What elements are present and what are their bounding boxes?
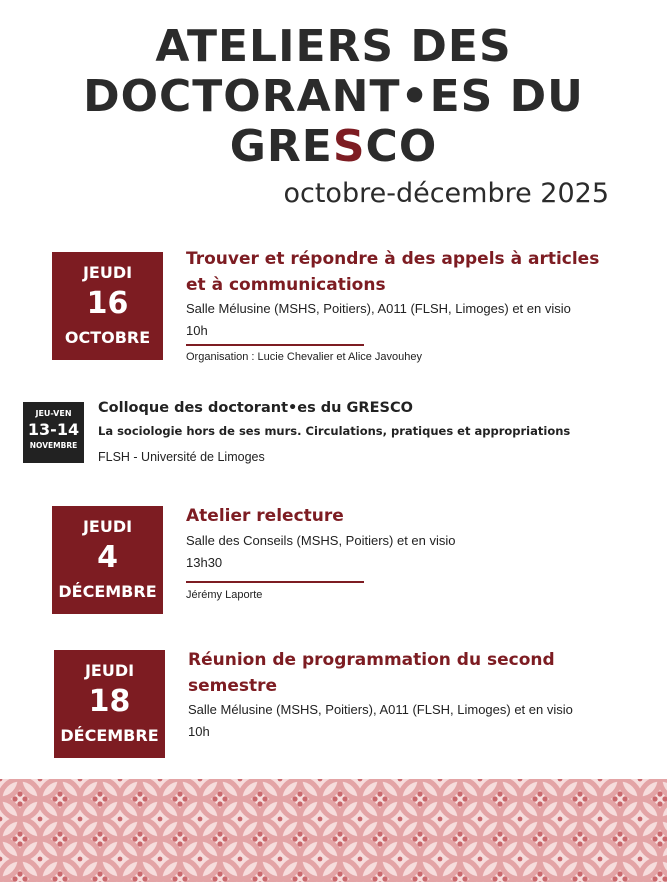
event-1-organizer: Organisation : Lucie Chevalier et Alice Javouhey	[186, 351, 423, 363]
event-title-line: et à communications	[186, 275, 386, 295]
date-month: OCTOBRE	[64, 328, 151, 347]
title-gre: GRE	[229, 121, 333, 172]
event-2-divider	[186, 581, 364, 583]
date-number: 18	[88, 684, 131, 719]
event-3-title	[188, 647, 555, 699]
event-1-location: Salle Mélusine (MSHS, Poitiers), A011 (FLSH, Limoges) et en visio	[186, 301, 571, 316]
date-box-event-2	[52, 506, 163, 614]
event-1-time: 10h	[186, 323, 208, 338]
date-day: JEU-VEN	[35, 409, 72, 418]
event-title-line: semestre	[188, 676, 278, 696]
title-co: CO	[365, 121, 438, 172]
colloque-subtitle: La sociologie hors de ses murs. Circulations, pratiques et appropriations	[98, 424, 571, 438]
date-day: JEUDI	[84, 661, 135, 680]
event-title-line: Réunion de programmation du second	[188, 650, 555, 670]
date-number: 4	[97, 540, 118, 575]
date-day: JEUDI	[82, 263, 133, 282]
event-title-line: Atelier relecture	[186, 506, 344, 526]
date-month: DÉCEMBRE	[60, 726, 159, 745]
date-number: 13-14	[27, 420, 80, 439]
colloque-title: Colloque des doctorant•es du GRESCO	[98, 400, 413, 416]
title-line-2: DOCTORANT•ES DU	[83, 71, 584, 122]
date-box-event-3	[54, 650, 165, 758]
date-box-colloque	[23, 402, 84, 463]
title-line-3	[0, 122, 667, 172]
event-title-line: Trouver et répondre à des appels à articles	[186, 249, 600, 269]
event-2-title	[186, 503, 344, 529]
event-1-divider	[186, 344, 364, 346]
date-month: NOVEMBRE	[29, 441, 78, 450]
colloque-place: FLSH - Université de Limoges	[98, 450, 265, 464]
event-1-title	[186, 246, 599, 298]
event-2-organizer: Jérémy Laporte	[186, 589, 263, 601]
title-accent-s: S	[332, 121, 366, 172]
page-subtitle: octobre-décembre 2025	[283, 178, 609, 209]
event-2-time: 13h30	[186, 555, 223, 570]
date-day: JEUDI	[82, 517, 133, 536]
date-number: 16	[86, 286, 129, 321]
date-month: DÉCEMBRE	[58, 582, 157, 601]
event-3-time: 10h	[188, 724, 210, 739]
decorative-pattern	[0, 779, 667, 882]
event-2-location: Salle des Conseils (MSHS, Poitiers) et en visio	[186, 533, 456, 548]
page-title	[0, 22, 667, 172]
title-line-1: ATELIERS DES	[155, 21, 512, 72]
date-box-event-1	[52, 252, 163, 360]
event-3-location: Salle Mélusine (MSHS, Poitiers), A011 (FLSH, Limoges) et en visio	[188, 702, 573, 717]
